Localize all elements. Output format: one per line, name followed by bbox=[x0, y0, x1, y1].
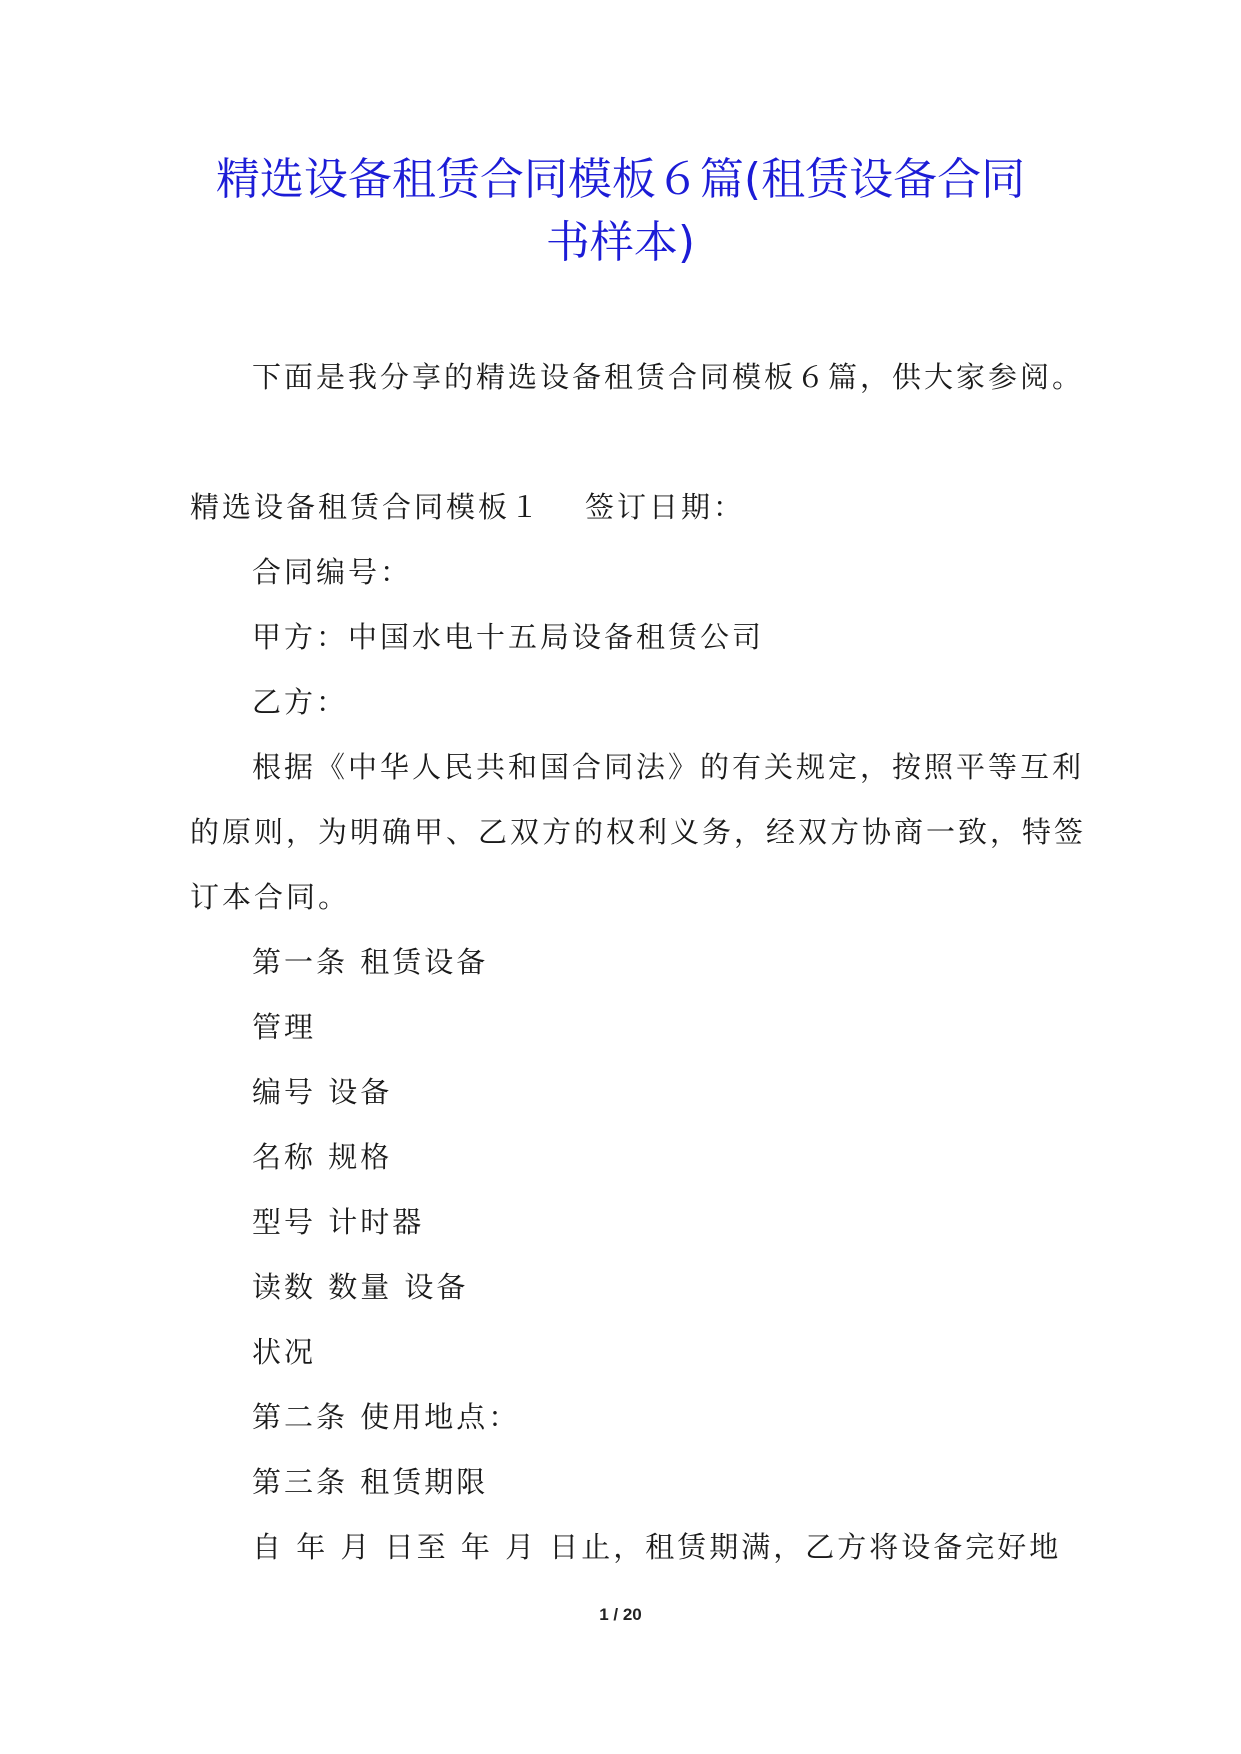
document-title-line-1: 精选设备租赁合同模板６篇(租赁设备合同 bbox=[215, 154, 1026, 205]
term-paragraph-line: 自 年 月 日至 年 月 日止，租赁期满，乙方将设备完好地 bbox=[252, 1530, 1062, 1564]
body-paragraph-line-3: 订本合同。 bbox=[190, 880, 351, 914]
article-2-heading: 第二条 使用地点： bbox=[252, 1400, 521, 1434]
contract-number-label: 合同编号： bbox=[252, 555, 413, 589]
table-text-line-2: 编号 设备 bbox=[252, 1075, 393, 1109]
section-heading: 精选设备租赁合同模板１ bbox=[190, 490, 543, 524]
table-text-line-3: 名称 规格 bbox=[252, 1140, 393, 1174]
table-text-line-1: 管理 bbox=[252, 1010, 317, 1044]
sign-date-label: 签订日期： bbox=[585, 490, 746, 524]
table-text-line-6: 状况 bbox=[252, 1335, 317, 1369]
table-text-line-4: 型号 计时器 bbox=[252, 1205, 425, 1239]
body-paragraph-line-1: 根据《中华人民共和国合同法》的有关规定，按照平等互利 bbox=[252, 750, 1085, 784]
table-text-line-5: 读数 数量 设备 bbox=[252, 1270, 469, 1304]
article-3-heading: 第三条 租赁期限 bbox=[252, 1465, 489, 1499]
intro-paragraph: 下面是我分享的精选设备租赁合同模板６篇，供大家参阅。 bbox=[252, 360, 1085, 394]
body-paragraph-line-2: 的原则，为明确甲、乙双方的权利义务，经双方协商一致，特签 bbox=[190, 815, 1087, 849]
party-a-line: 甲方：中国水电十五局设备租赁公司 bbox=[252, 620, 765, 654]
document-title-line-2: 书样本) bbox=[545, 217, 696, 268]
party-b-line: 乙方： bbox=[252, 685, 349, 719]
page-number: 1 / 20 bbox=[599, 1605, 642, 1624]
article-1-heading: 第一条 租赁设备 bbox=[252, 945, 489, 979]
